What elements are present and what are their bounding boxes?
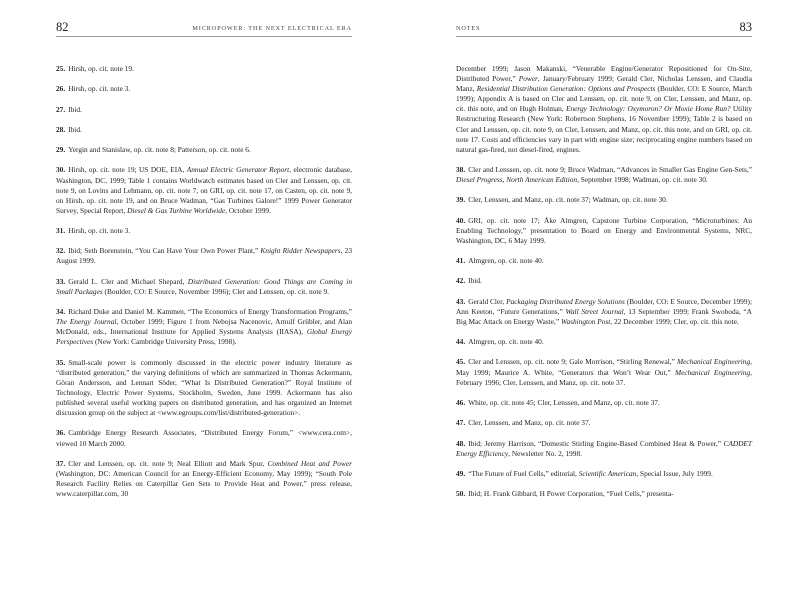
running-head: MICROPOWER: THE NEXT ELECTRICAL ERA (192, 25, 352, 32)
endnote-number: 45. (456, 357, 466, 367)
endnote (456, 256, 752, 266)
endnote (456, 297, 752, 327)
endnote-number: 42. (456, 276, 466, 286)
endnote (56, 105, 352, 115)
endnote-text: , 13 September 1999; Frank Swoboda, “A Big Mac Attack on Energy Waste,” (456, 306, 752, 326)
citation-title: Scientific American (578, 468, 637, 478)
citation-title: CADDET Energy Efficiency (456, 438, 752, 458)
endnote-number: 27. (56, 104, 66, 114)
endnote-number: 26. (56, 84, 66, 94)
citation-title: Combined Heat and Power (267, 458, 352, 468)
endnote-number: 47. (456, 418, 466, 428)
endnote-text: Yergin and Stanislaw, op. cit. note 8; Patterson, op. cit. note 6. (68, 145, 251, 155)
endnote (56, 459, 352, 499)
citation-title: Diesel & Gas Turbine Worldwide (127, 205, 226, 215)
endnote (456, 357, 752, 387)
endnote-text: Hirsh, op. cit. note 3. (68, 84, 131, 94)
endnote-text: Small-scale power is commonly discussed in the electric power industry literature as “distributed generation,” the varying definitions of which are summarized in Thomas Ackermann, Göran Andersson, and Lennart Söder, “What Is Distributed Generation?” Royal Institute of Technology, Electric Power Systems, Stockholm, Sweden, June 1999. Ackermann has also published several useful working papers on distributed generation, and has organized an Internet discussion group on the subject at <www.egroups.com/list/distributed-generation>. (56, 357, 352, 418)
citation-title: Wall Street Journal (565, 306, 624, 316)
endnote (456, 439, 752, 459)
endnote-text: Cler and Lenssen, op. cit. note 9; Bruce Wadman, “Advances in Smaller Gas Engine Gen-Sets,” (468, 165, 752, 175)
endnote-number: 48. (456, 438, 466, 448)
endnote-text: White, op. cit. note 45; Cler, Lenssen, and Manz, op. cit. note 37. (468, 397, 660, 407)
endnote (56, 428, 352, 448)
endnote (456, 195, 752, 205)
citation-title: Washington Post (561, 316, 611, 326)
endnote-number: 31. (56, 226, 66, 236)
citation-title: Knight Ridder Newspapers (260, 246, 341, 256)
endnote-text: Hirsh, op. cit. note 19. (68, 64, 134, 73)
endnote (56, 84, 352, 94)
endnote (56, 145, 352, 155)
endnote (456, 165, 752, 185)
citation-title: Residential Distribution Generation: Options and Prospects (476, 84, 656, 94)
endnote-text: (Boulder, CO: E Source, December 1999); Ann Keeton, “Future Generations,” (456, 296, 753, 316)
endnotes-list (56, 64, 352, 509)
citation-title: Distributed Generation: Good Things are Coming in Small Packages (56, 276, 353, 296)
endnote (456, 216, 752, 246)
citation-title: Annual Electric Generator Report (186, 165, 290, 175)
running-head: NOTES (456, 25, 481, 32)
endnote-text: Ibid. (468, 276, 482, 286)
citation-title: Energy Technology: Oxymoron? Or Moxie Home Run? (565, 104, 731, 114)
endnote (456, 398, 752, 408)
endnote (456, 276, 752, 286)
endnote-text: , October 1999; Figure 1 from Nebojsa Nacenovic, Arnulf Grübler, and Alan McDonald, eds., International Institute for Applied Systems Analysis (IIASA), (56, 317, 352, 337)
endnote-text: GRI, op. cit. note 17; Åke Almgren, Capstone Turbine Corporation, “Microturbines: An Enabling Technology,” presentation to Board on Energy and Environmental Systems, NRC, Washington, DC, 6 May 1999. (456, 215, 752, 245)
endnote-text: Ibid; Jeremy Harrison, “Domestic Stirling Engine-Based Combined Heat & Power,” (468, 438, 724, 448)
citation-title: Packaging Distributed Energy Solutions (506, 296, 625, 306)
page-header (456, 22, 752, 37)
endnote-text: Ibid. (68, 104, 82, 114)
endnote-text: Cler, Lenssen, and Manz, op. cit. note 37; Wadman, op. cit. note 30. (468, 195, 668, 205)
endnote-number: 29. (56, 145, 66, 155)
endnote (456, 469, 752, 479)
endnote-text: Cler, Lenssen, and Manz, op. cit. note 37. (468, 418, 591, 428)
endnote-number: 50. (456, 489, 466, 499)
endnote-number: 28. (56, 124, 66, 134)
endnote-text: , 23 August 1999. (56, 246, 352, 266)
endnote-number: 35. (56, 357, 66, 367)
endnote-text: Richard Duke and Daniel M. Kammen, “The Economics of Energy Transformation Programs,” (68, 307, 352, 317)
endnote-text: Hirsh, op. cit. note 3. (68, 226, 131, 236)
endnote-number: 46. (456, 397, 466, 407)
endnote (56, 358, 352, 419)
endnote-text: (Boulder, CO: E Source, March 1999); Appendix A is based on Cler and Lenssen, op. cit. note 9, on Cler, Lenssen, and Manz, op. cit. this note, and on Hugh Holman, (456, 84, 752, 114)
endnote-number: 44. (456, 337, 466, 347)
endnote-number: 25. (56, 64, 66, 73)
endnote-text: Ibid; Seth Borenstein, “You Can Have Your Own Power Plant,” (68, 246, 261, 256)
endnote-number: 40. (456, 215, 466, 225)
endnote-text: , September 1998; Wadman, op. cit. note 30. (577, 175, 708, 185)
citation-title: Mechanical Engineering (674, 367, 751, 377)
endnote-text: Gerald L. Cler and Michael Shepard, (68, 276, 188, 286)
endnote-text: Almgren, op. cit. note 40. (468, 256, 544, 266)
endnote-text: Cambridge Energy Research Associates, “Distributed Energy Forum,” <www.cera.com>, viewed 10 March 2000. (56, 428, 352, 448)
page-header (56, 22, 352, 37)
endnote (56, 246, 352, 266)
citation-title: Power (518, 74, 538, 84)
citation-title: Mechanical Engineering (677, 357, 751, 367)
endnote-text: , electronic database, Washington, DC, 1999; Table 1 contains Worldwatch estimates based on Cler and Lenssen, op. cit. note 9, on Lovins and Lehmann, op. cit. note 7, on GRI, op. cit. note 17, on Casten, op. cit. note 9, on Hirsh, op. cit. note 19, and on Bruce Wadman, “Gas Turbines Galore!” 1999 Power Generator Survey, Special Report, (56, 165, 353, 215)
endnote (456, 489, 752, 499)
endnote-text: , May 1999; Maurice A. White, “Generators that Won’t Wear Out,” (456, 357, 752, 377)
endnote-text: , Special Issue, July 1999. (636, 468, 713, 478)
endnote-number: 33. (56, 276, 66, 286)
endnote-text: (New York: Cambridge University Press, 1998). (93, 337, 237, 347)
endnote-text: December 1999; Jason Makanski, “Venerable Engine/Generator Repositioned for On-Site, Distributed Power,” (456, 64, 752, 84)
endnotes-list (456, 64, 752, 509)
endnote-number: 37. (56, 458, 66, 468)
endnote-text: (Boulder, CO: E Source, November 1996); Cler and Lenssen, op. cit. note 9. (102, 286, 329, 296)
endnote-text: Cler and Lenssen, op. cit. note 9; Neal Elliott and Mark Spur, (68, 458, 268, 468)
endnote-number: 36. (56, 428, 66, 438)
endnote-number: 32. (56, 246, 66, 256)
endnote-text: Gerald Cler, (468, 296, 507, 306)
endnote-number: 30. (56, 165, 66, 175)
endnote (56, 307, 352, 347)
endnote-text: , October 1999. (225, 205, 271, 215)
endnote-number: 41. (456, 256, 466, 266)
endnote (456, 64, 752, 155)
endnote-number: 34. (56, 307, 66, 317)
endnote-text: , January/February 1999; Gerald Cler, Nicholas Lenssen, and Claudia Manz, (456, 74, 752, 94)
endnote (56, 64, 352, 74)
endnote-text: Ibid. (68, 124, 82, 134)
endnote-text: Ibid; H. Frank Gibbard, H Power Corporation, “Fuel Cells,” presenta- (468, 489, 674, 499)
endnote (56, 277, 352, 297)
endnote (56, 226, 352, 236)
endnote-text: Hirsh, op. cit. note 19; US DOE, EIA, (68, 165, 187, 175)
endnote-number: 38. (456, 165, 466, 175)
endnote (56, 125, 352, 135)
endnote-number: 43. (456, 296, 466, 306)
endnote (56, 165, 352, 215)
endnote-number: 49. (456, 468, 466, 478)
endnote (456, 337, 752, 347)
citation-title: The Energy Journal (56, 317, 117, 327)
endnote-number: 39. (456, 195, 466, 205)
page-number: 82 (56, 20, 69, 34)
endnote-text: , Newsletter No. 2, 1998. (508, 448, 582, 458)
endnote-text: Almgren, op. cit. note 40. (468, 337, 544, 347)
endnote-text: Cler and Lenssen, op. cit. note 9; Gale Morrison, “Stirling Renewal,” (468, 357, 678, 367)
endnote-text: “The Future of Fuel Cells,” editorial, (468, 468, 579, 478)
citation-title: Diesel Progress, North American Edition (456, 175, 578, 185)
page-number: 83 (739, 20, 752, 34)
endnote-text: , February 1996; Cler, Lenssen, and Manz, op. cit. note 37. (456, 367, 752, 387)
endnote-text: Utility Restructuring Research (New York: Robertson Stephens, 16 November 1999); Table 2 is based on Cler and Lenssen, op. cit. note 9, on Cler, Lenssen, and Manz, op. cit. this note, and on GRI, op. cit. note 17. Costs and efficiencies vary in part with engine size; reciprocating engine numbers based on natural gas-fired, not diesel-fired, engines. (456, 104, 752, 154)
endnote-text: , 22 December 1999; Cler, op. cit. this note. (610, 316, 739, 326)
endnote-text: (Washington, DC: American Council for an Energy-Efficient Economy, May 1999); “South Pole Research Facility Relies on Caterpillar Gen Sets to Provide Heat and Power,” press release, www.caterpillar.com, 30 (56, 468, 352, 499)
citation-title: Global Energy Perspectives (56, 327, 352, 347)
endnote (456, 418, 752, 428)
